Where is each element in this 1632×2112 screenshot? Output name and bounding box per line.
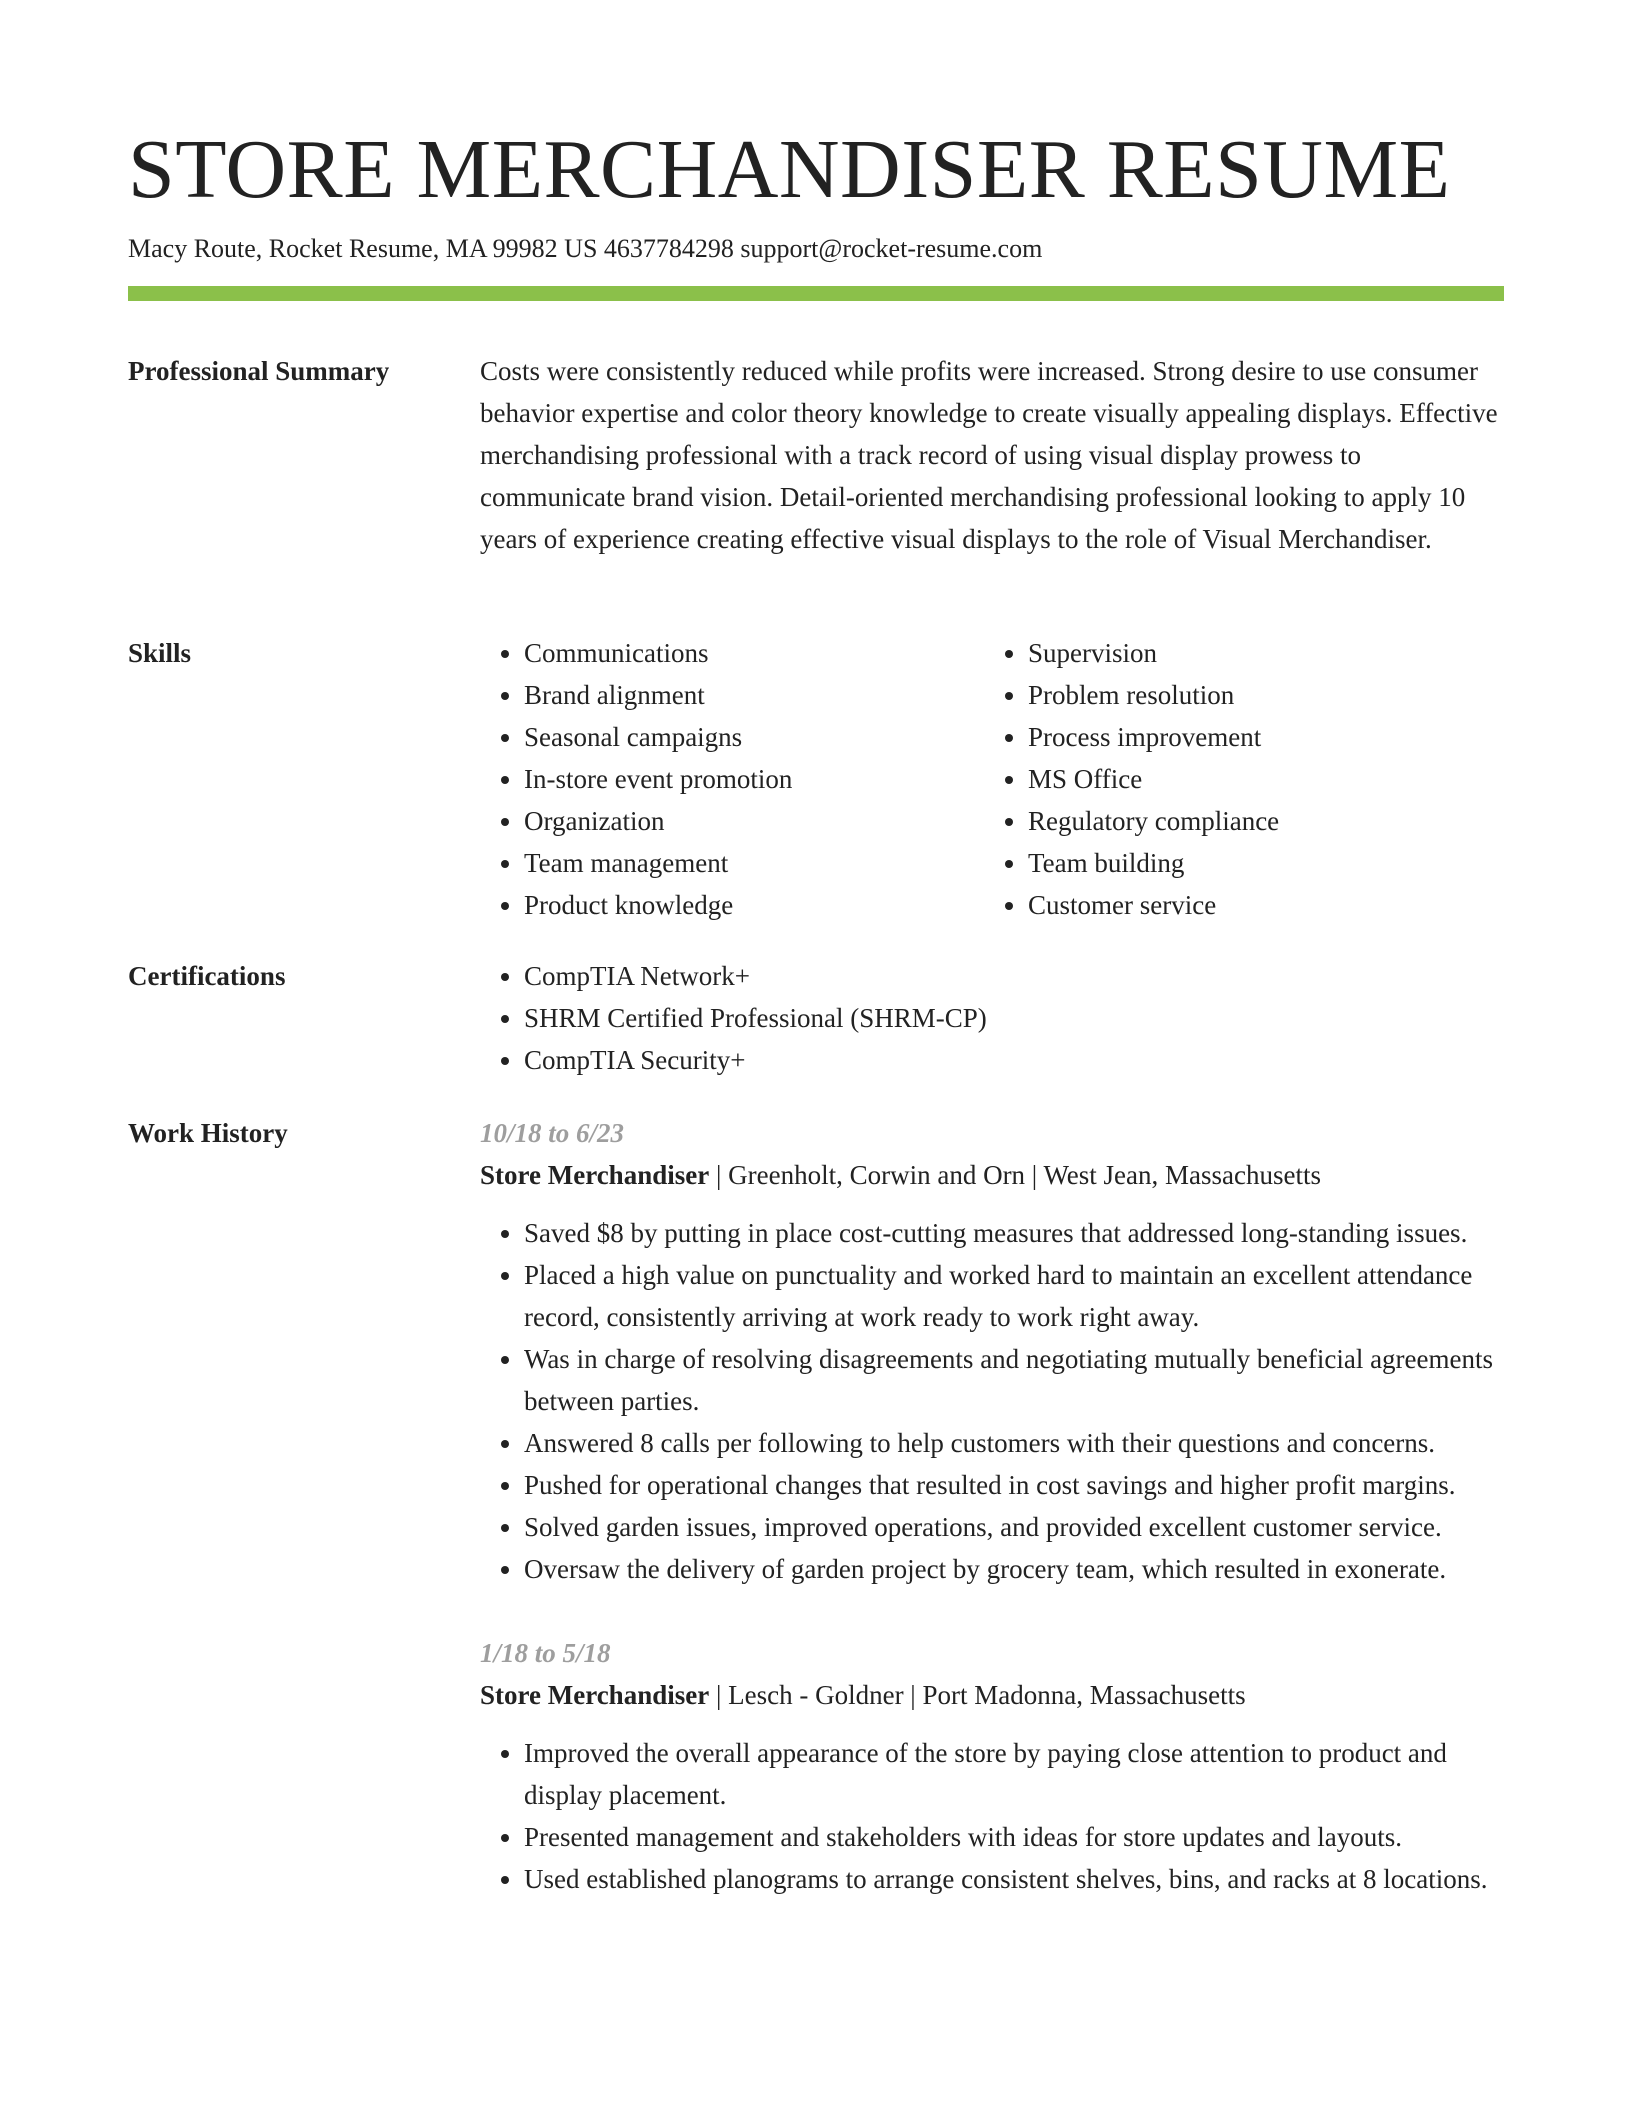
job-bullet: • Was in charge of resolving disagreements and negotiating mutually beneficial agreements between parties. — [524, 1338, 1504, 1422]
accent-divider — [128, 286, 1504, 301]
skill-item: • Seasonal campaigns — [524, 716, 984, 758]
skill-item: • Organization — [524, 800, 984, 842]
summary-body — [480, 350, 1504, 560]
skill-item: • Communications — [524, 632, 984, 674]
job-details: | Greenholt, Corwin and Orn | West Jean, Massachusetts — [709, 1160, 1321, 1190]
skills-grid — [480, 632, 1504, 926]
skill-item: • Team management — [524, 842, 984, 884]
job-bullet: • Improved the overall appearance of the store by paying close attention to product and display placement. — [524, 1732, 1504, 1816]
certifications-list — [480, 955, 1504, 1081]
skill-item: • Brand alignment — [524, 674, 984, 716]
certifications-body — [480, 955, 1504, 1081]
skill-item: • Customer service — [1028, 884, 1488, 926]
job-entry — [480, 1632, 1504, 1900]
skill-item: • MS Office — [1028, 758, 1488, 800]
job-heading — [480, 1674, 1504, 1716]
job-bullet-list — [480, 1212, 1504, 1590]
job-heading — [480, 1154, 1504, 1196]
job-title: Store Merchandiser — [480, 1160, 710, 1190]
section-label-work-history: Work History — [128, 1118, 288, 1148]
job-title: Store Merchandiser — [480, 1680, 710, 1710]
job-bullet: • Pushed for operational changes that resulted in cost savings and higher profit margins. — [524, 1464, 1504, 1506]
job-bullet: • Presented management and stakeholders with ideas for store updates and layouts. — [524, 1816, 1504, 1858]
job-dates: 10/18 to 6/23 — [480, 1118, 625, 1148]
section-label-certifications: Certifications — [128, 961, 286, 991]
job-bullet: • Saved $8 by putting in place cost-cutting measures that addressed long-standing issues. — [524, 1212, 1504, 1254]
certification-item: • CompTIA Network+ — [524, 955, 1504, 997]
skills-column-left — [480, 632, 984, 926]
certification-item: • CompTIA Security+ — [524, 1039, 1504, 1081]
summary-text: Costs were consistently reduced while profits were increased. Strong desire to use consumer behavior expertise and color theory knowledge to create visually appealing displays. Effective merchandising professional with a track record of using visual display prowess to communicate brand vision. Detail-oriented merchandising professional looking to apply 10 years of experience creating effective visual displays to the role of Visual Merchandiser. — [480, 356, 1498, 554]
section-label-summary: Professional Summary — [128, 356, 390, 386]
skills-list-right — [984, 632, 1488, 926]
skill-item: • In-store event promotion — [524, 758, 984, 800]
contact-line: Macy Route, Rocket Resume, MA 99982 US 4637784298 support@rocket-resume.com — [128, 234, 1043, 263]
skill-item: • Supervision — [1028, 632, 1488, 674]
skill-item: • Product knowledge — [524, 884, 984, 926]
work-history-body — [480, 1112, 1504, 1900]
certification-item: • SHRM Certified Professional (SHRM-CP) — [524, 997, 1504, 1039]
job-bullet: • Used established planograms to arrange consistent shelves, bins, and racks at 8 locations. — [524, 1858, 1504, 1900]
skills-column-right — [984, 632, 1488, 926]
job-bullet-list — [480, 1732, 1504, 1900]
skill-item: • Problem resolution — [1028, 674, 1488, 716]
job-entry — [480, 1112, 1504, 1590]
job-details: | Lesch - Goldner | Port Madonna, Massachusetts — [709, 1680, 1246, 1710]
section-label-skills: Skills — [128, 638, 192, 668]
job-dates: 1/18 to 5/18 — [480, 1638, 611, 1668]
skill-item: • Team building — [1028, 842, 1488, 884]
skills-list-left — [480, 632, 984, 926]
skill-item: • Process improvement — [1028, 716, 1488, 758]
resume-title: STORE MERCHANDISER RESUME — [128, 123, 1451, 216]
job-bullet: • Answered 8 calls per following to help customers with their questions and concerns. — [524, 1422, 1504, 1464]
skills-body — [480, 632, 1504, 926]
job-bullet: • Oversaw the delivery of garden project by grocery team, which resulted in exonerate. — [524, 1548, 1504, 1590]
skill-item: • Regulatory compliance — [1028, 800, 1488, 842]
job-bullet: • Solved garden issues, improved operations, and provided excellent customer service. — [524, 1506, 1504, 1548]
job-bullet: • Placed a high value on punctuality and worked hard to maintain an excellent attendance record, consistently arriving at work ready to work right away. — [524, 1254, 1504, 1338]
